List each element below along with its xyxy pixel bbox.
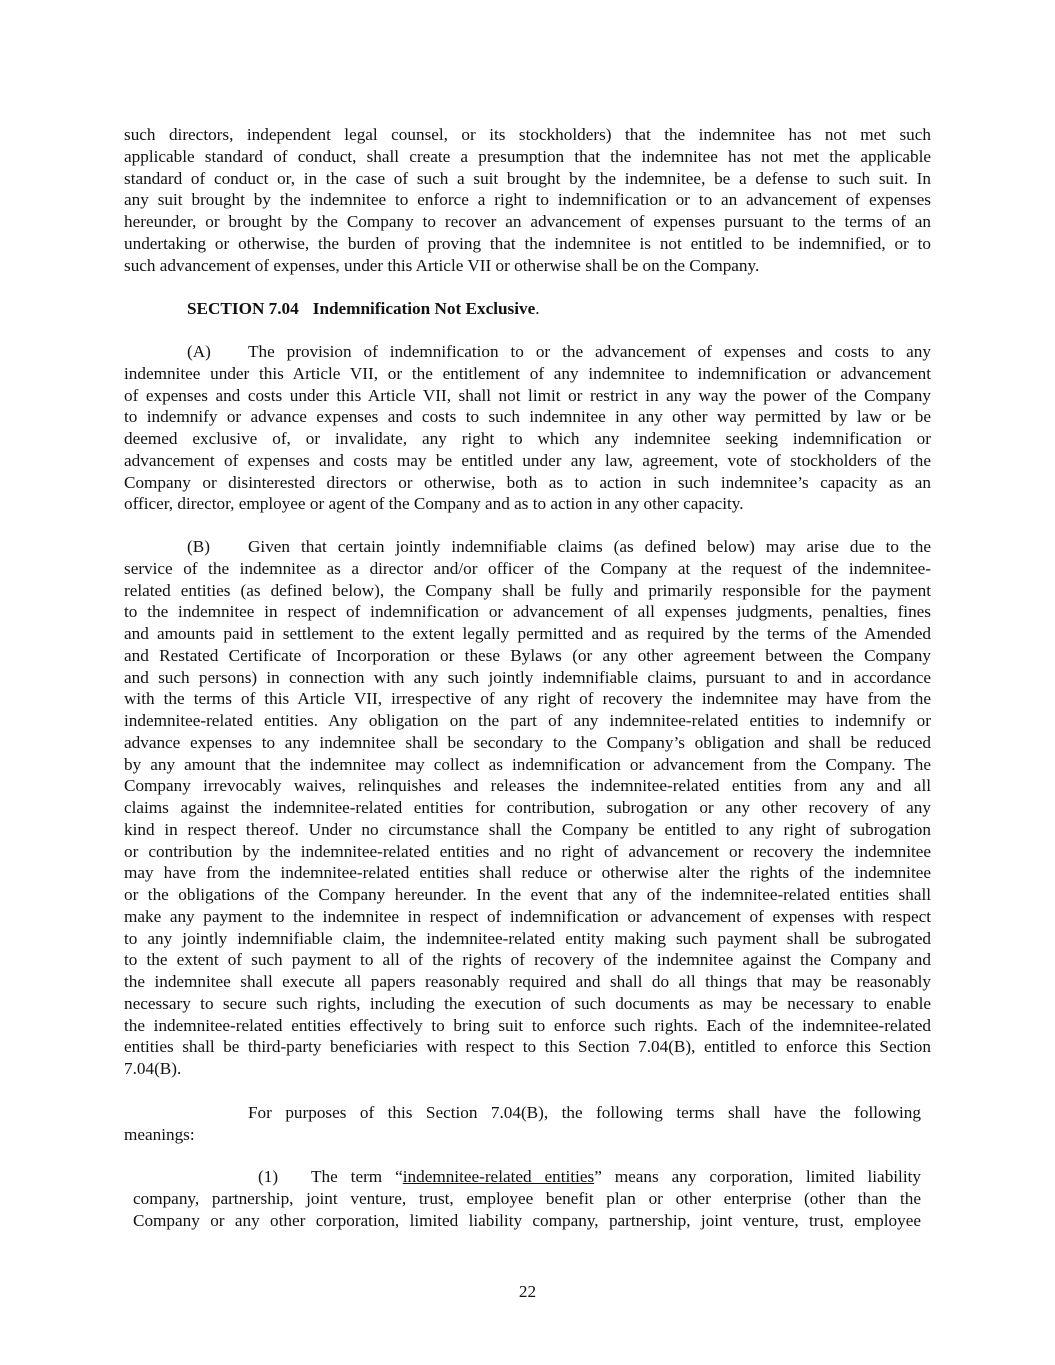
- page-number: 22: [518, 1282, 537, 1301]
- text-line: Company or any other corporation, limited liability company, partnership, joint venture, trust, employee: [133, 1210, 921, 1230]
- section-number: SECTION 7.04: [187, 299, 299, 318]
- text-line: related entities (as defined below), the Company shall be fully and primarily responsible for the payment: [124, 580, 931, 600]
- text-line: Company irrevocably waives, relinquishes and releases the indemnitee-related entities from any and all: [124, 776, 931, 796]
- definition-1: [133, 1166, 921, 1231]
- line-text: Given that certain jointly indemnifiable claims (as defined below) may arise due to the: [248, 537, 931, 556]
- text-line: entities shall be third-party beneficiaries with respect to this Section 7.04(B), entitled to enforce this Section: [124, 1037, 931, 1057]
- purposes-line-2: meanings:: [124, 1124, 195, 1144]
- text-line: such advancement of expenses, under this Article VII or otherwise shall be on the Company.: [124, 255, 760, 275]
- text-line: to the indemnitee in respect of indemnification or advancement of all expenses judgments, penalties, fines: [124, 602, 931, 622]
- text-line: or the obligations of the Company hereunder. In the event that any of the indemnitee-related entities shall: [124, 885, 931, 904]
- text-line: applicable standard of conduct, shall create a presumption that the indemnitee has not met the applicable: [124, 146, 931, 166]
- text-line: undertaking or otherwise, the burden of proving that the indemnitee is not entitled to be indemnified, or to: [124, 233, 931, 253]
- text-line: necessary to secure such rights, including the execution of such documents as may be necessary to enable: [124, 993, 931, 1013]
- definition-1-first-line: [133, 1166, 921, 1188]
- text-line: claims against the indemnitee-related entities for contribution, subrogation or any other recovery of any: [124, 798, 931, 817]
- text-line: the indemnitee-related entities effectively to bring suit to enforce such rights. Each of the indemnitee-related: [124, 1015, 931, 1035]
- continued-paragraph: [124, 124, 931, 276]
- text-line: indemnitee under this Article VII, or the entitlement of any indemnitee to indemnification or advancement: [124, 363, 931, 383]
- text-line: with the terms of this Article VII, irrespective of any right of recovery the indemnitee may have from the: [124, 689, 931, 709]
- text-line: to the extent of such payment to all of the rights of recovery of the indemnitee against the Company and: [124, 950, 931, 970]
- text-line: and such persons) in connection with any such jointly indemnifiable claims, pursuant to and in accordance: [124, 667, 931, 687]
- text-line: make any payment to the indemnitee in respect of indemnification or advancement of expenses with respect: [124, 906, 931, 926]
- text-line: deemed exclusive of, or invalidate, any right to which any indemnitee seeking indemnification or: [124, 429, 931, 448]
- purposes-paragraph: [124, 1102, 921, 1146]
- text-line: and amounts paid in settlement to the extent legally permitted and as required by the terms of the Amended: [124, 624, 931, 643]
- text-line: or contribution by the indemnitee-related entities and no right of advancement or recovery the indemnitee: [124, 841, 931, 861]
- section-heading: [187, 298, 540, 320]
- text-line: Company or disinterested directors or otherwise, both as to action in such indemnitee’s capacity as an: [124, 472, 931, 492]
- text-line: advancement of expenses and costs may be entitled under any law, agreement, vote of stockholders of the: [124, 450, 931, 470]
- paragraph-label: (A): [187, 342, 211, 361]
- text-line: standard of conduct or, in the case of such a suit brought by the indemnitee, be a defense to such suit. In: [124, 168, 931, 188]
- text-line: by any amount that the indemnitee may collect as indemnification or advancement from the Company. The: [124, 754, 931, 774]
- section-title: Indemnification Not Exclusive: [312, 299, 536, 318]
- purposes-line-1: For purposes of this Section 7.04(B), the following terms shall have the following: [248, 1103, 921, 1122]
- text-line: advance expenses to any indemnitee shall be secondary to the Company’s obligation and shall be reduced: [124, 732, 931, 752]
- text-line: to any jointly indemnifiable claim, the indemnitee-related entity making such payment shall be subrogated: [124, 928, 931, 948]
- section-period: .: [535, 299, 540, 318]
- text-line: the indemnitee shall execute all papers reasonably required and shall do all things that may be reasonably: [124, 972, 931, 991]
- definition-text: ” means any corporation, limited liability: [594, 1167, 921, 1186]
- text-line: 7.04(B).: [124, 1059, 182, 1078]
- text-line: kind in respect thereof. Under no circumstance shall the Company be entitled to any right of subrogation: [124, 819, 931, 839]
- text-line: company, partnership, joint venture, trust, employee benefit plan or other enterprise (other than the: [133, 1188, 921, 1208]
- text-line: of expenses and costs under this Article VII, shall not limit or restrict in any way the power of the Company: [124, 385, 931, 405]
- text-line: hereunder, or brought by the Company to recover an advancement of expenses pursuant to the terms of an: [124, 212, 931, 231]
- text-line: any suit brought by the indemnitee to enforce a right to indemnification or to an advancement of expenses: [124, 190, 931, 210]
- definition-text: The term “: [311, 1167, 403, 1186]
- text-line: may have from the indemnitee-related entities shall reduce or otherwise alter the rights of the indemnitee: [124, 863, 931, 883]
- text-line: officer, director, employee or agent of the Company and as to action in any other capacity.: [124, 494, 744, 514]
- text-line: indemnitee-related entities. Any obligation on the part of any indemnitee-related entities to indemnify or: [124, 711, 931, 730]
- paragraph-label: (B): [187, 537, 210, 556]
- definition-1-label: (1): [258, 1167, 279, 1186]
- text-line: to indemnify or advance expenses and costs to such indemnitee in any other way permitted by law or be: [124, 407, 931, 427]
- text-line: such directors, independent legal counsel, or its stockholders) that the indemnitee has not met such: [124, 125, 931, 144]
- text-line: and Restated Certificate of Incorporation or these Bylaws (or any other agreement between the Company: [124, 645, 931, 665]
- paragraph-a: [124, 341, 931, 515]
- line-text: The provision of indemnification to or the advancement of expenses and costs to any: [248, 342, 931, 361]
- text-line: [124, 341, 931, 363]
- text-line: service of the indemnitee as a director and/or officer of the Company at the request of the indemnitee-: [124, 558, 931, 578]
- text-line: [124, 536, 931, 558]
- defined-term: indemnitee-related entities: [402, 1167, 595, 1186]
- paragraph-b: [124, 536, 931, 1080]
